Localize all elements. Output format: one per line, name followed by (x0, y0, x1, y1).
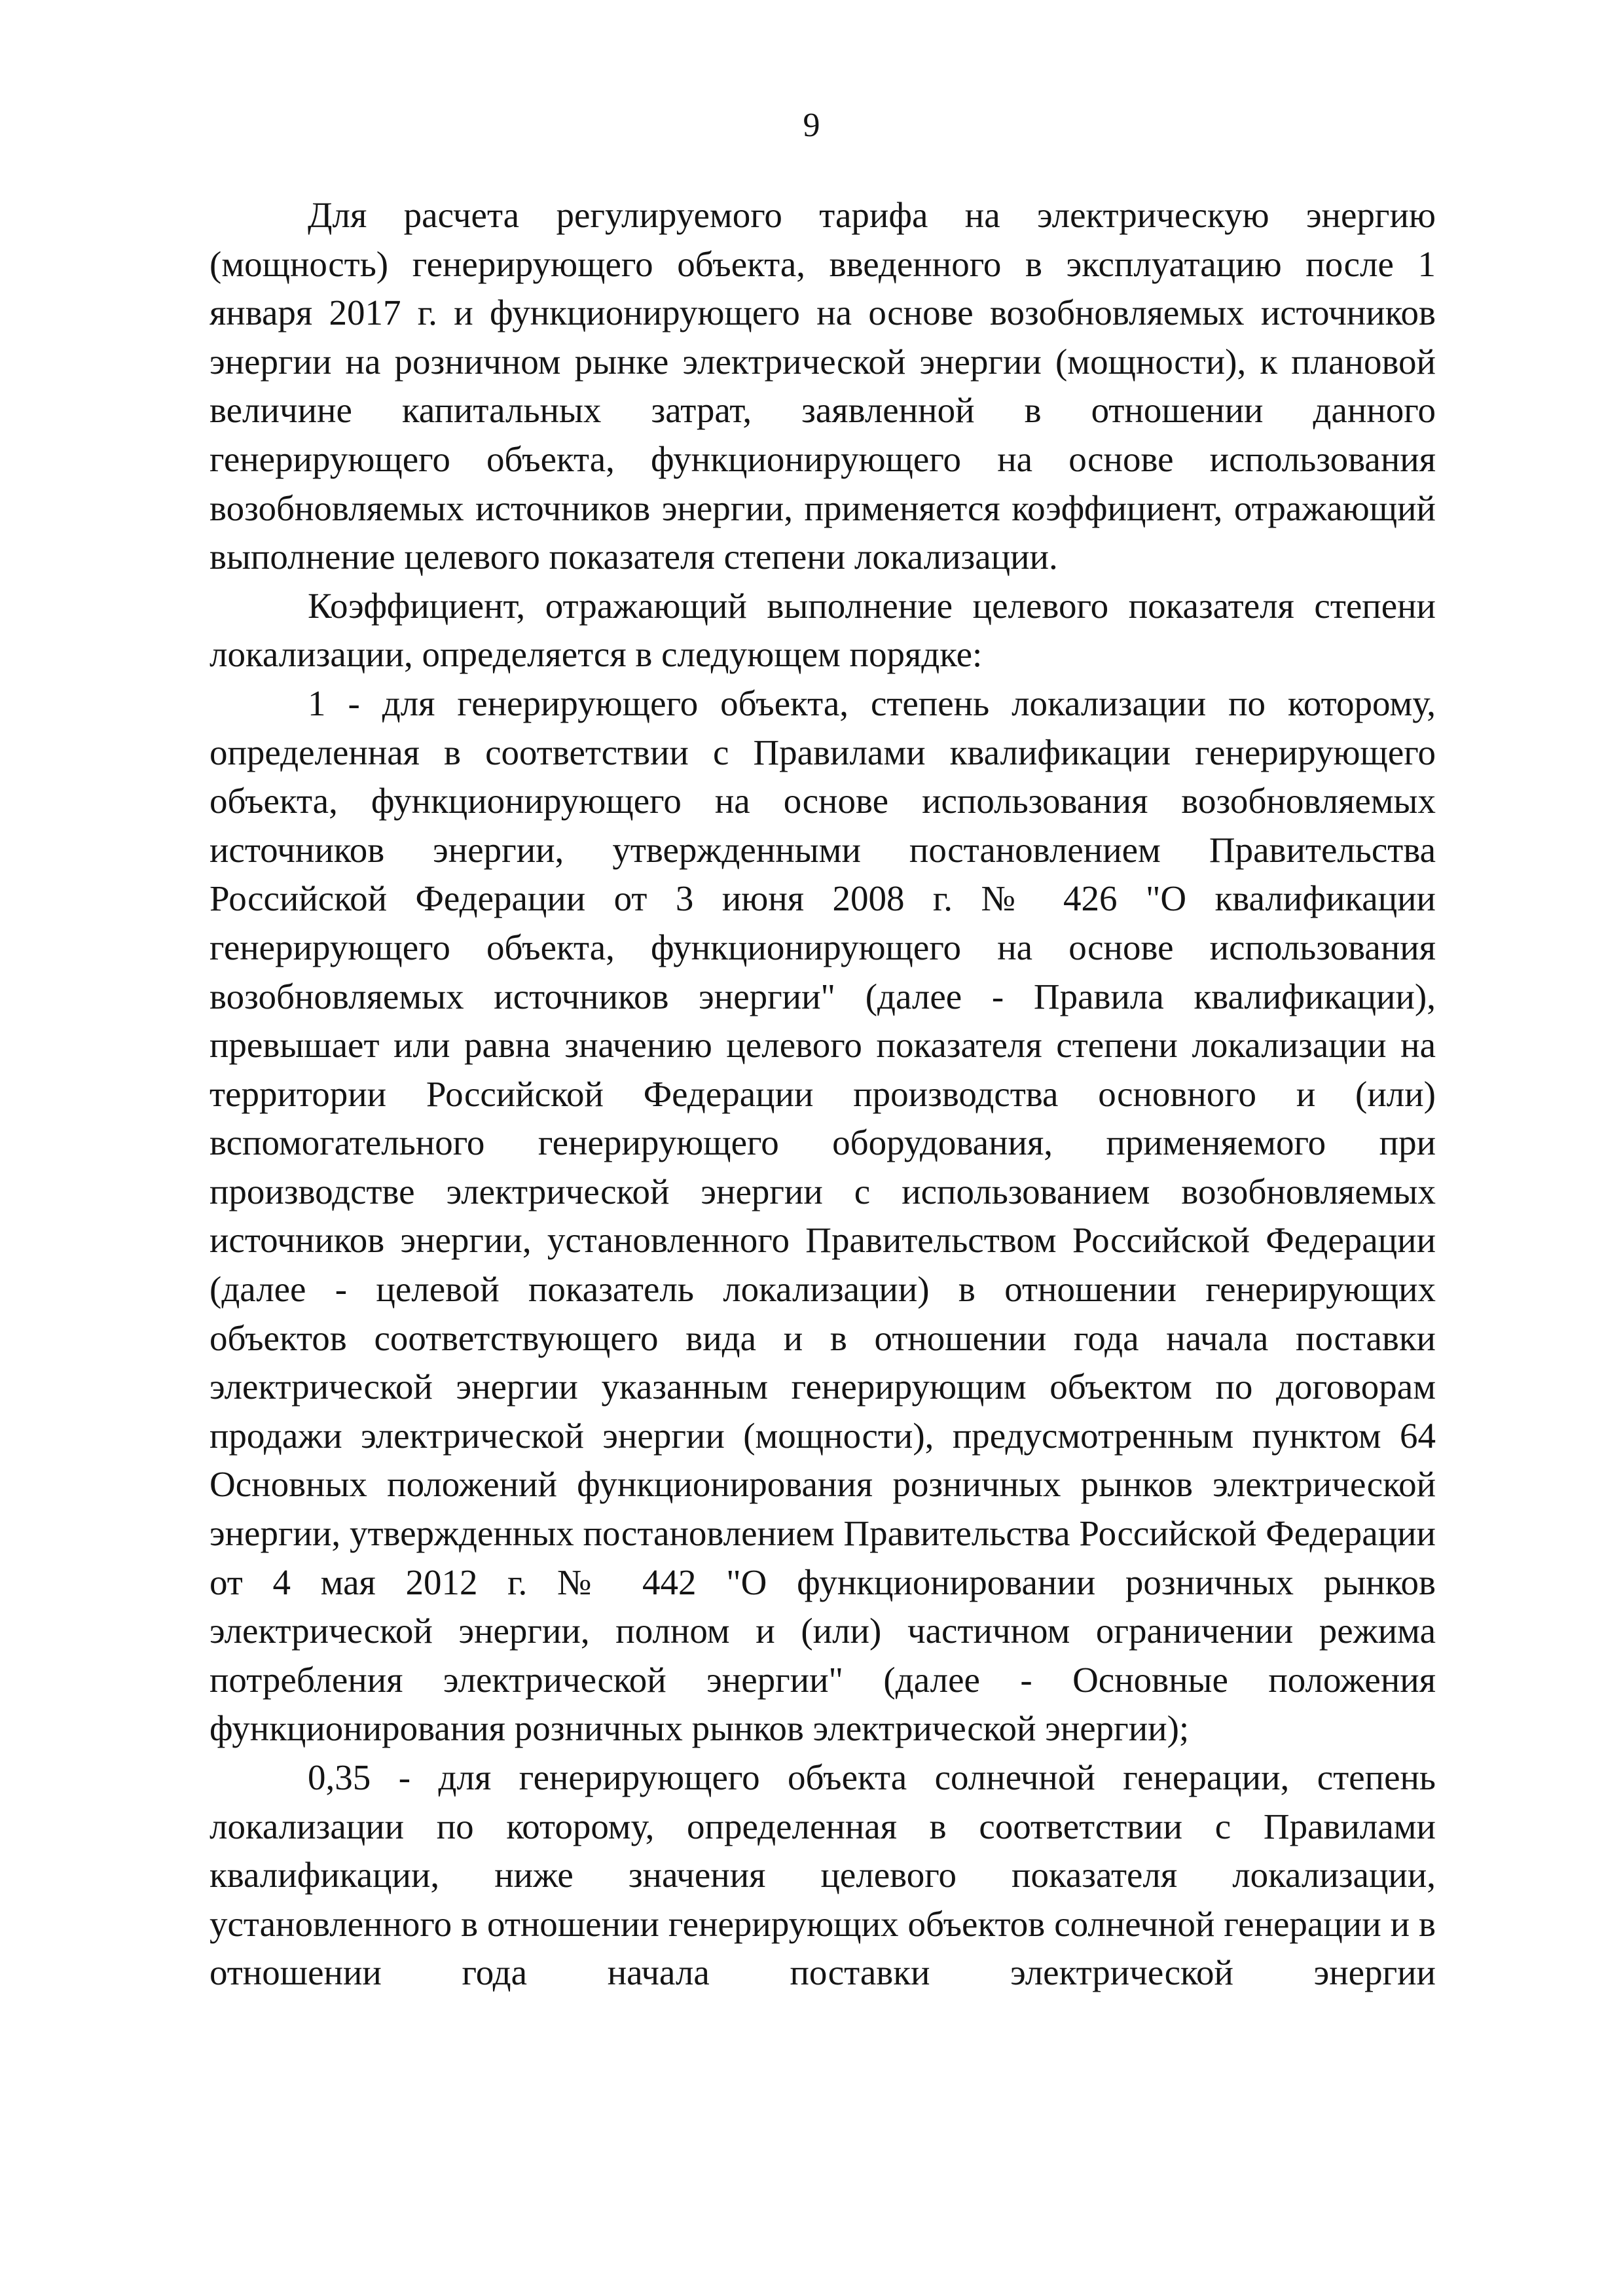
document-body (210, 191, 1436, 1998)
paragraph-coefficient-one: 1 - для генерирующего объекта, степень локализации по которому, определенная в соответствии с Правилами квалификации генерирующего объекта, функционирующего на основе использования возобновляемых источников энергии, утвержденными постановлением Правительства Российской Федерации от 3 июня 2008 г. № 426 "О квалификации генерирующего объекта, функционирующего на основе использования возобновляемых источников энергии" (далее - Правила квалификации), превышает или равна значению целевого показателя степени локализации на территории Российской Федерации производства основного и (или) вспомогательного генерирующего оборудования, применяемого при производстве электрической энергии с использованием возобновляемых источников энергии, установленного Правительством Российской Федерации (далее - целевой показатель локализации) в отношении генерирующих объектов соответствующего вида и в отношении года начала поставки электрической энергии указанным генерирующим объектом по договорам продажи электрической энергии (мощности), предусмотренным пунктом 64 Основных положений функционирования розничных рынков электрической энергии, утвержденных постановлением Правительства Российской Федерации от 4 мая 2012 г. № 442 "О функционировании розничных рынков электрической энергии, полном и (или) частичном ограничении режима потребления электрической энергии" (далее - Основные положения функционирования розничных рынков электрической энергии); (210, 683, 1436, 1749)
paragraph-tariff-calculation: Для расчета регулируемого тарифа на электрическую энергию (мощность) генерирующего объекта, введенного в эксплуатацию после 1 января 2017 г. и функционирующего на основе возобновляемых источников энергии на розничном рынке электрической энергии (мощности), к плановой величине капитальных затрат, заявленной в отношении данного генерирующего объекта, функционирующего на основе использования возобновляемых источников энергии, применяется коэффициент, отражающий выполнение целевого показателя степени локализации. (210, 195, 1436, 577)
page-number: 9 (803, 107, 820, 144)
paragraph-coefficient-order: Коэффициент, отражающий выполнение целевого показателя степени локализации, определяется в следующем порядке: (210, 585, 1436, 675)
paragraph-coefficient-035: 0,35 - для генерирующего объекта солнечной генерации, степень локализации по которому, определенная в соответствии с Правилами квалификации, ниже значения целевого показателя локализации, установленного в отношении генерирующих объектов солнечной генерации и в отношении года начала поставки электрической энергии (210, 1757, 1436, 1993)
